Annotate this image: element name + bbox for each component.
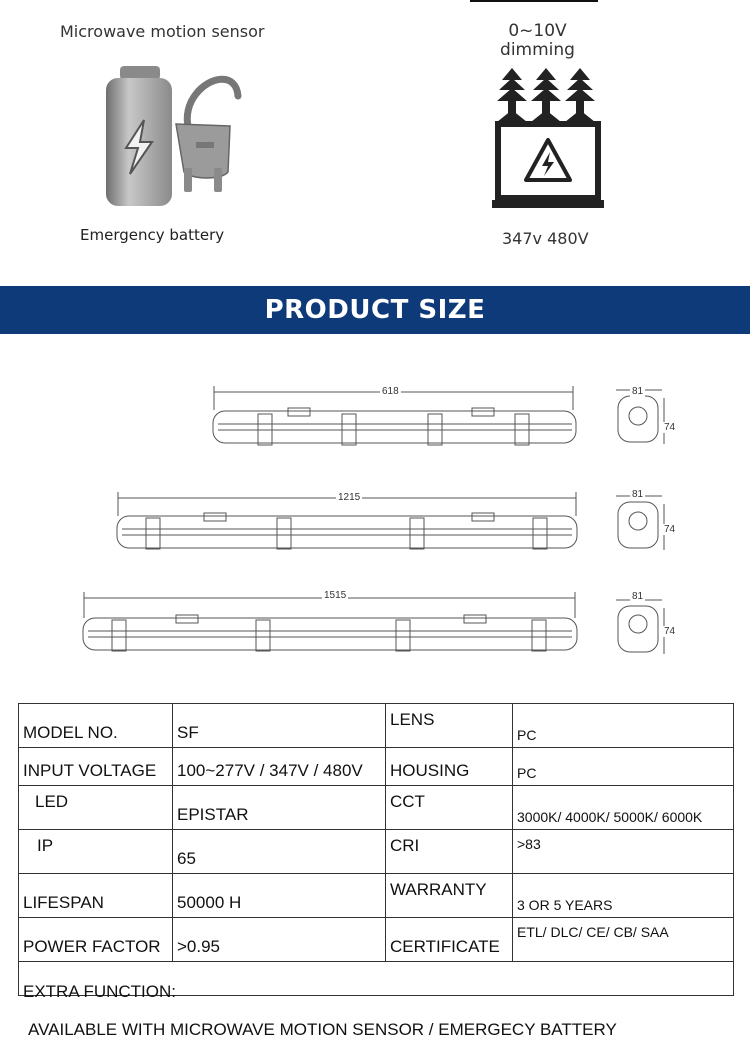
spec-table [18,703,734,1039]
table-row [19,704,734,748]
spec-value: 3000K/ 4000K/ 5000K/ 6000K [513,786,734,830]
battery-icon [106,66,172,206]
spec-label: MODEL NO. [19,704,173,748]
spec-label: CCT [386,786,513,830]
motion-sensor-label: Microwave motion sensor [60,22,265,41]
table-row [19,962,734,996]
spec-label: LENS [386,704,513,748]
width-81-label: 81 [632,489,644,500]
emergency-battery-label: Emergency battery [80,226,225,244]
spec-label: CERTIFICATE [386,918,513,962]
table-row [19,918,734,962]
table-row [19,830,734,874]
plug-icon [176,79,238,192]
spec-value: PC [513,748,734,786]
fixture-side-1 [616,390,664,444]
length-1215-label: 1215 [338,492,361,503]
voltage-label: 347v 480V [502,229,589,248]
insulator-icon [497,68,527,122]
height-74-label: 74 [664,422,676,433]
spec-label: INPUT VOLTAGE [19,748,173,786]
spec-value: ETL/ DLC/ CE/ CB/ SAA [513,918,734,962]
extra-function-cell [19,962,734,1039]
spec-label: CRI [386,830,513,874]
spec-value: SF [173,704,386,748]
dimming-text: dimming [500,40,575,60]
width-81-label: 81 [632,591,644,602]
spec-value: PC [513,704,734,748]
length-618-label: 618 [382,386,399,397]
extra-function-text: AVAILABLE WITH MICROWAVE MOTION SENSOR / EMERGECY BATTERY [28,1020,617,1039]
spec-label: POWER FACTOR [19,918,173,962]
spec-value: 3 OR 5 YEARS [513,874,734,918]
spec-value: 50000 H [173,874,386,918]
warning-lightning-icon [526,140,570,180]
dimming-voltage-text: 0~10V [508,21,567,41]
spec-label: HOUSING [386,748,513,786]
dimension-drawings [0,378,750,678]
top-divider-line [470,0,598,2]
product-size-banner: PRODUCT SIZE [0,286,750,334]
length-1515-label: 1515 [324,590,347,601]
spec-label: LIFESPAN [19,874,173,918]
height-74-label: 74 [664,626,676,637]
table-row [19,748,734,786]
dimming-label [470,22,605,60]
spec-label: IP [19,830,173,874]
spec-value: 100~277V / 347V / 480V [173,748,386,786]
spec-label: LED [19,786,173,830]
height-74-label: 74 [664,524,676,535]
battery-plug-illustration [100,62,250,212]
spec-value: 65 [173,830,386,874]
insulator-icon [565,68,595,122]
extra-function-title: EXTRA FUNCTION: [23,982,177,1001]
spec-label: WARRANTY [386,874,513,918]
table-row [19,874,734,918]
fixture-side-2 [616,496,664,550]
table-row [19,786,734,830]
width-81-label: 81 [632,386,644,397]
spec-value: >83 [513,830,734,874]
transformer-icon [490,68,610,218]
spec-value: EPISTAR [173,786,386,830]
insulator-icon [531,68,561,122]
spec-value: >0.95 [173,918,386,962]
fixture-side-3 [616,600,664,654]
